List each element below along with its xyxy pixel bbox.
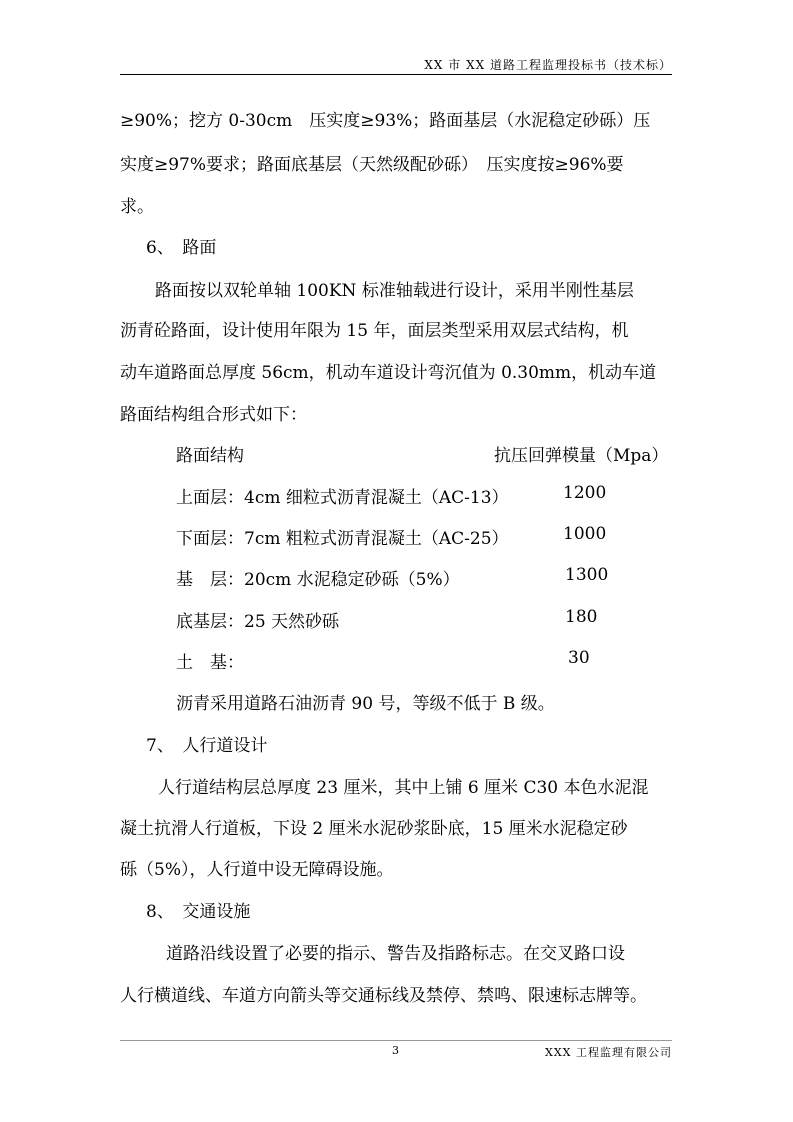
paragraph-line: 砾（5%），人行道中设无障碍设施。 <box>120 860 394 880</box>
running-header: XX 市 XX 道路工程监理投标书（技术标） <box>424 58 672 72</box>
paragraph-line: 路面结构组合形式如下： <box>120 405 307 425</box>
table-header-value: 抗压回弹模量（Mpa） <box>494 446 669 466</box>
table-row-value: 1200 <box>563 483 607 503</box>
paragraph-line: 沥青采用道路石油沥青 90 号，等级不低于 B 级。 <box>176 694 555 714</box>
table-header-label: 路面结构 <box>176 446 244 466</box>
section-heading: 8、 交通设施 <box>146 902 251 922</box>
table-row-value: 1300 <box>565 565 609 585</box>
paragraph-line: ≥90%；挖方 0-30cm 压实度≥93%；路面基层（水泥稳定砂砾）压 <box>120 111 651 131</box>
footer-company: XXX 工程监理有限公司 <box>545 1046 672 1059</box>
table-row-label: 上面层：4cm 细粒式沥青混凝土（AC-13） <box>176 488 509 508</box>
paragraph-line: 路面按以双轮单轴 100KN 标准轴载进行设计，采用半刚性基层 <box>155 281 634 301</box>
table-row-value: 30 <box>568 648 590 668</box>
paragraph-line: 人行横道线、车道方向箭头等交通标线及禁停、禁鸣、限速标志牌等。 <box>120 986 647 1006</box>
table-row-value: 1000 <box>563 524 607 544</box>
footer-rule <box>120 1040 672 1041</box>
table-row-value: 180 <box>565 607 598 627</box>
paragraph-line: 动车道路面总厚度 56cm，机动车道设计弯沉值为 0.30mm，机动车道 <box>120 363 657 383</box>
header-rule <box>120 74 672 75</box>
section-heading: 6、 路面 <box>146 238 217 258</box>
paragraph-line: 道路沿线设置了必要的指示、警告及指路标志。在交叉路口设 <box>166 944 625 964</box>
paragraph-line: 求。 <box>120 197 154 217</box>
section-heading: 7、 人行道设计 <box>146 736 268 756</box>
page-number: 3 <box>392 1044 399 1057</box>
table-row-label: 下面层：7cm 粗粒式沥青混凝土（AC-25） <box>176 529 509 549</box>
table-row-label: 土 基： <box>176 653 244 673</box>
paragraph-line: 沥青砼路面，设计使用年限为 15 年，面层类型采用双层式结构，机 <box>120 321 629 341</box>
table-row-label: 底基层：25 天然砂砾 <box>176 612 340 632</box>
paragraph-line: 实度≥97%要求；路面底基层（天然级配砂砾） 压实度按≥96%要 <box>120 155 624 175</box>
table-row-label: 基 层：20cm 水泥稳定砂砾（5%） <box>176 570 460 590</box>
paragraph-line: 凝土抗滑人行道板，下设 2 厘米水泥砂浆卧底，15 厘米水泥稳定砂 <box>120 819 628 839</box>
paragraph-line: 人行道结构层总厚度 23 厘米，其中上铺 6 厘米 C30 本色水泥混 <box>158 778 649 798</box>
